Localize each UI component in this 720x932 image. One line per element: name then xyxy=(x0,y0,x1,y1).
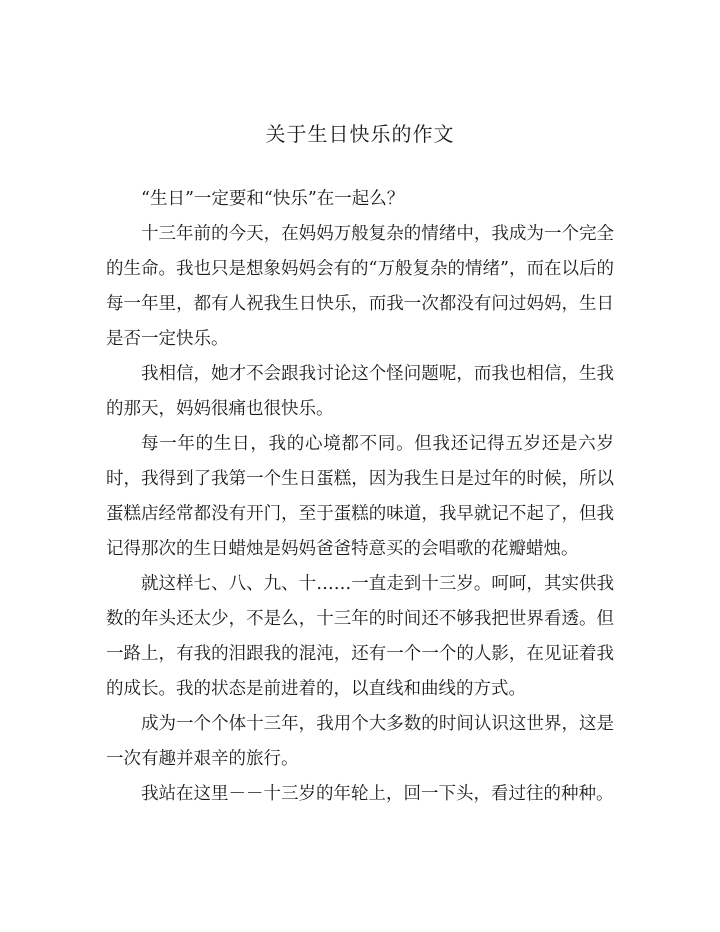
paragraph: 十三年前的今天，在妈妈万般复杂的情绪中，我成为一个完全的生命。我也只是想象妈妈会有的“万般复杂的情绪”，而在以后的每一年里，都有人祝我生日快乐，而我一次都没有问过妈妈，生日是否一定快乐。 xyxy=(106,224,614,349)
paragraph: 我相信，她才不会跟我讨论这个怪问题呢，而我也相信，生我的那天，妈妈很痛也很快乐。 xyxy=(106,364,614,419)
paragraph: 每一年的生日，我的心境都不同。但我还记得五岁还是六岁时，我得到了我第一个生日蛋糕，因为我生日是过年的时候，所以蛋糕店经常都没有开门，至于蛋糕的味道，我早就记不起了，但我记得那次的生日蜡烛是妈妈爸爸特意买的会唱歌的花瓣蜡烛。 xyxy=(106,434,614,559)
paragraph: 就这样七、八、九、十……一直走到十三岁。呵呵，其实供我数的年头还太少，不是么，十三年的时间还不够我把世界看透。但一路上，有我的泪跟我的混沌，还有一个一个的人影，在见证着我的成长。我的状态是前进着的，以直线和曲线的方式。 xyxy=(106,574,614,699)
paragraph: 成为一个个体十三年，我用个大多数的时间认识这世界，这是一次有趣并艰辛的旅行。 xyxy=(106,714,614,769)
paragraph: “生日”一定要和“快乐”在一起么？ xyxy=(141,189,405,209)
paragraph: 我站在这里－－十三岁的年轮上，回一下头，看过往的种种。 xyxy=(141,784,614,804)
document-title: 关于生日快乐的作文 xyxy=(265,122,455,146)
document-body xyxy=(106,182,614,812)
